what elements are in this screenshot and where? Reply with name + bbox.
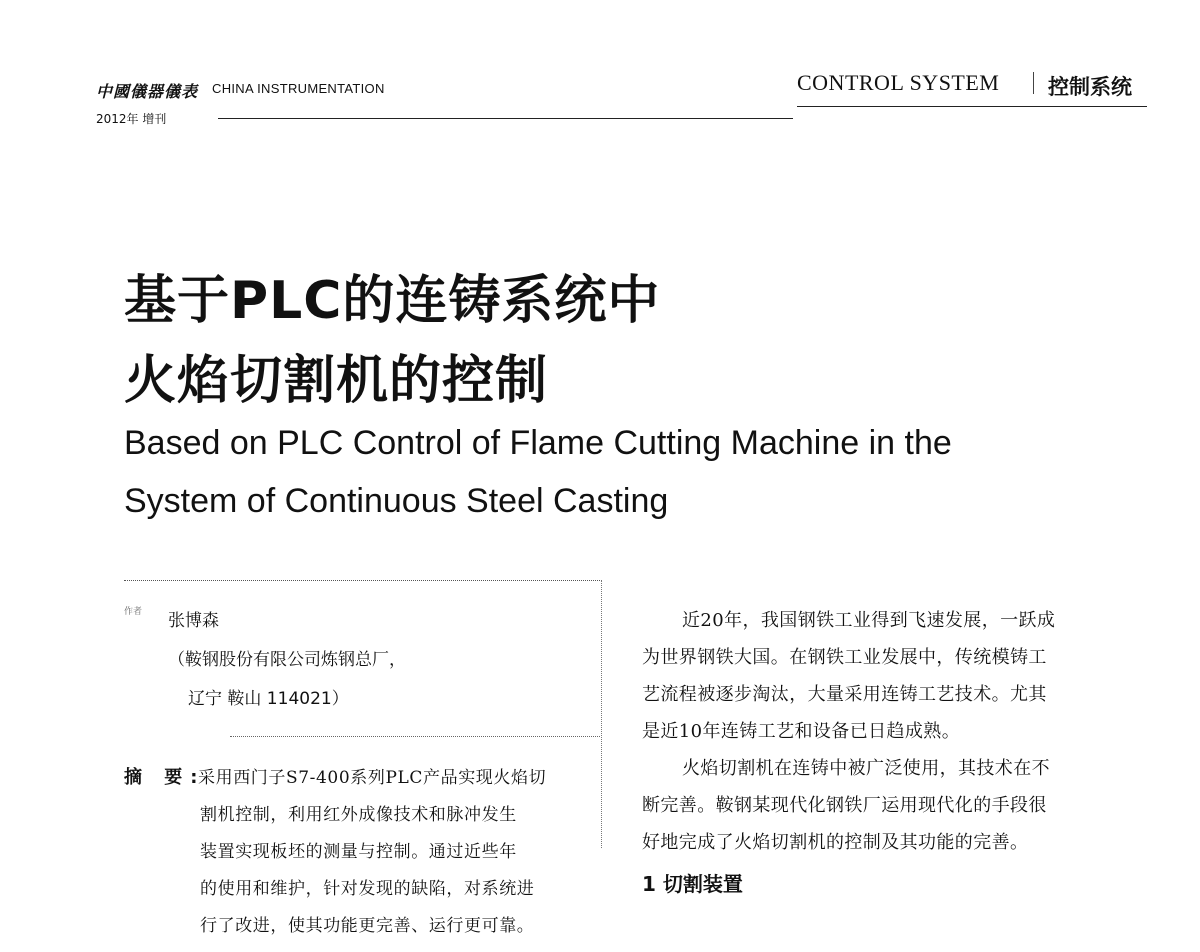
abstract-line: 装置实现板坯的测量与控制。通过近些年: [200, 842, 517, 862]
body-paragraph-line: 为世界钢铁大国。在钢铁工业发展中，传统模铸工: [642, 647, 1047, 668]
section-separator: [1033, 72, 1034, 94]
title-en-line1: Based on PLC Control of Flame Cutting Machine in the: [124, 424, 952, 462]
title-cn-line2: 火焰切割机的控制: [124, 351, 549, 411]
section-name-en: CONTROL SYSTEM: [797, 70, 1000, 95]
abstract-line: 行了改进，使其功能更完善、运行更可靠。: [200, 916, 535, 936]
body-paragraph-line: 是近10年连铸工艺和设备已日趋成熟。: [642, 721, 961, 742]
section-name-cn: 控制系统: [1048, 75, 1132, 99]
author-affiliation-line2: 辽宁 鞍山 114021）: [188, 689, 349, 709]
abstract-line: 割机控制，利用红外成像技术和脉冲发生: [200, 805, 517, 825]
body-paragraph-line: 艺流程被逐步淘汰，大量采用连铸工艺技术。尤其: [642, 684, 1047, 705]
journal-name-en: CHINA INSTRUMENTATION: [212, 81, 385, 96]
body-paragraph-line: 好地完成了火焰切割机的控制及其功能的完善。: [642, 832, 1029, 853]
author-name: 张博森: [168, 611, 219, 631]
author-affiliation-line1: （鞍钢股份有限公司炼钢总厂，: [168, 650, 406, 670]
abstract-line: 的使用和维护，针对发现的缺陷，对系统进: [200, 879, 535, 899]
abstract-label: 摘 要:: [124, 767, 206, 788]
author-box-bottom-rule: [230, 736, 600, 737]
author-side-label: 作者: [124, 607, 143, 617]
journal-name-cn: 中國儀器儀表: [96, 82, 199, 101]
body-paragraph-line: 火焰切割机在连铸中被广泛使用，其技术在不: [682, 758, 1050, 779]
body-paragraph-line: 断完善。鞍钢某现代化钢铁厂运用现代化的手段很: [642, 795, 1047, 816]
column-divider: [601, 580, 602, 848]
title-en-line2: System of Continuous Steel Casting: [124, 482, 669, 520]
header-rule-left: [218, 118, 793, 119]
header-rule-right: [797, 106, 1147, 107]
issue-label: 2012年 增刊: [96, 112, 167, 126]
author-box-top-rule: [124, 580, 602, 581]
section-heading: 1 切割装置: [642, 872, 743, 896]
title-cn-line1: 基于PLC的连铸系统中: [124, 271, 661, 331]
body-paragraph-line: 近20年，我国钢铁工业得到飞速发展，一跃成: [682, 610, 1056, 631]
abstract-line: 采用西门子S7-400系列PLC产品实现火焰切: [198, 768, 547, 788]
